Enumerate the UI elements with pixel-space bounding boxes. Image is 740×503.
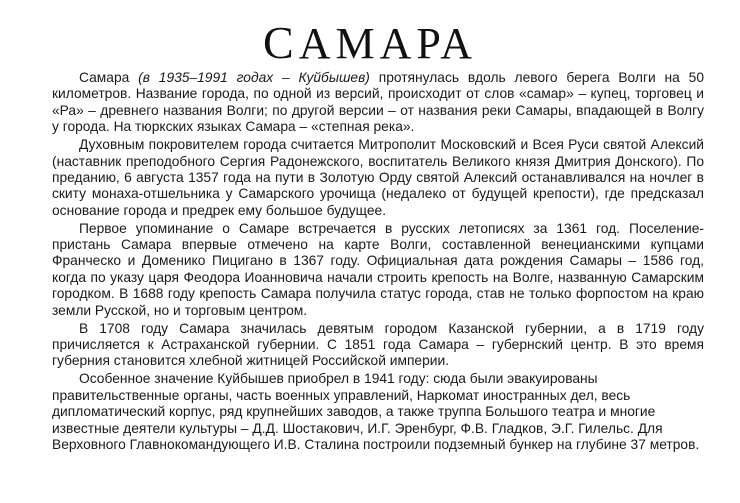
page-title: САМАРА [263, 17, 477, 68]
paragraph: В 1708 году Самара значилась девятым городом Казанской губернии, а в 1719 году причисляется к Астраханской губернии. С 1851 года Самара – губернский центр. В это время губерния становится хлебной житницей Российской империи. [52, 320, 704, 369]
paragraph: Особенное значение Куйбышев приобрел в 1941 году: сюда были эвакуированы правительственные органы, часть военных управлений, Наркомат иностранных дел, весь дипломатический корпус, ряд крупнейших заводов, а также труппа Большого театра и многие известные деятели культуры – Д.Д. Шостакович, И.Г. Эренбург, Ф.В. Гладков, Э.Г. Гилельс. Для Верховного Главнокомандующего И.В. Сталина построили подземный бункер на глубине 37 метров. [52, 371, 700, 452]
paragraph-italic-note: (в 1935–1991 годах – Куйбышев) [138, 70, 370, 85]
paragraph [52, 70, 704, 136]
paragraph-text: протянулась вдоль левого берега Волги на 50 километров. Название города, по одной из версий, происходит от слов «самар» – купец, торговец и «Ра» – древнего названия Волги; по другой версии – от названия реки Самары, впадающей в Волгу у города. На тюркских языках Самара – «степная река». [52, 70, 705, 135]
paragraph: Духовным покровителем города считается Митрополит Московский и Всея Руси святой Алексий (наставник преподобного Сергия Радонежского, воспитатель Великого князя Дмитрия Донского). По преданию, 6 августа 1357 года на пути в Золотую Орду святой Алексий останавливался на ночлег в скиту монаха-отшельника у Самарского урочища (недалеко от будущей крепости), где предсказал основание города и предрек ему большое будущее. [52, 137, 704, 218]
article-body [52, 70, 704, 455]
paragraph-lead: Самара [79, 70, 139, 85]
paragraph: Первое упоминание о Самаре встречается в русских летописях за 1361 год. Поселение-пристань Самара впервые отмечено на карте Волги, составленной венецианскими купцами Франческо и Доменико Пицигано в 1367 году. Официальная дата рождения Самары – 1586 год, когда по указу царя Феодора Иоанновича начали строить крепость на Волге, названную Самарским городком. В 1688 году крепость Самара получила статус города, став не только форпостом на краю земли Русской, но и торговым центром. [52, 220, 704, 318]
